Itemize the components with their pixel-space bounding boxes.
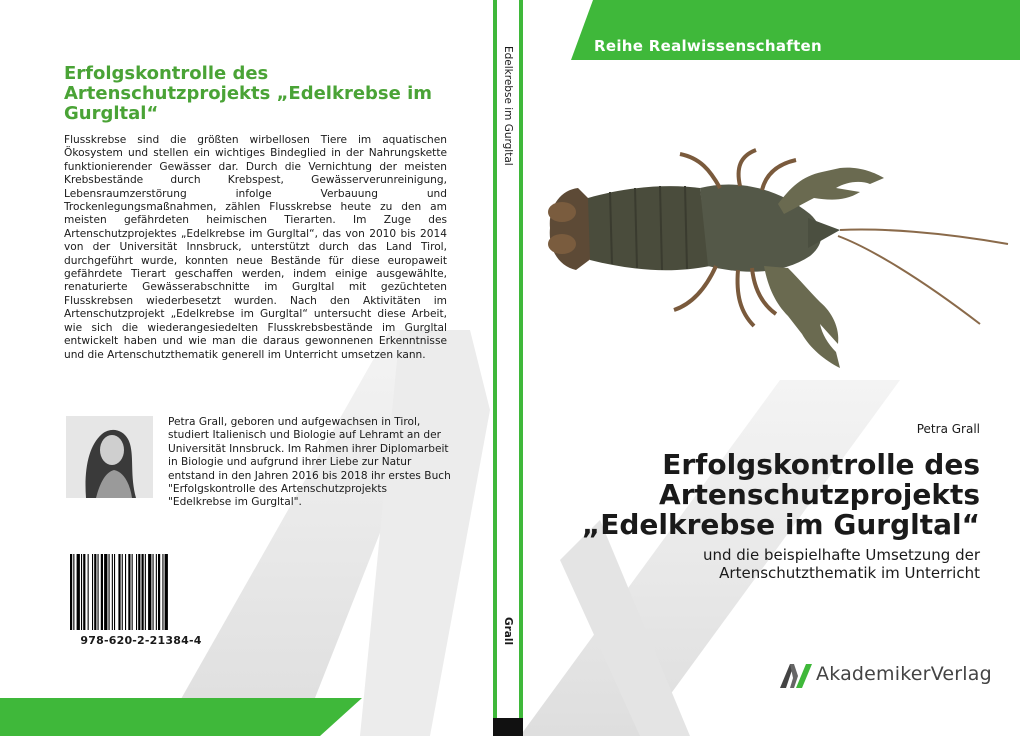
barcode-bar xyxy=(98,554,99,630)
barcode-bar xyxy=(83,554,85,630)
author-photo xyxy=(66,416,153,498)
barcode-bar xyxy=(88,554,89,630)
barcode-bar xyxy=(114,554,115,630)
barcode-bar xyxy=(162,554,163,630)
back-cover-title: Erfolgskontrolle des Artenschutzprojekts „Edelkrebse im Gurgltal“ xyxy=(64,63,433,124)
barcode-bar xyxy=(132,554,133,630)
barcode-bar xyxy=(77,554,80,630)
barcode-bar xyxy=(128,554,130,630)
av-logo-icon xyxy=(780,660,812,688)
barcode-bar xyxy=(73,554,74,630)
barcode-bar xyxy=(156,554,157,630)
barcode-bar xyxy=(122,554,123,630)
title-line-3: „Edelkrebse im Gurgltal“ xyxy=(581,508,980,541)
barcode-bar xyxy=(70,554,72,630)
publisher-logo xyxy=(780,658,992,690)
spine xyxy=(493,0,523,736)
spine-author: Grall xyxy=(502,617,514,646)
barcode-bar xyxy=(136,554,137,630)
barcode-bar xyxy=(125,554,126,630)
barcode-bar xyxy=(109,554,110,630)
title-line-1: Erfolgskontrolle des xyxy=(662,448,980,481)
back-green-bar xyxy=(0,698,362,736)
subtitle-line-2: Artenschutzthematik im Unterricht xyxy=(719,564,980,582)
barcode-bar xyxy=(145,554,146,630)
spine-edge xyxy=(493,718,523,736)
barcode-bar xyxy=(94,554,96,630)
crayfish-photo xyxy=(540,148,1010,378)
barcode xyxy=(66,552,216,632)
barcode-bar xyxy=(142,554,144,630)
front-cover-author: Petra Grall xyxy=(916,422,980,436)
subtitle-line-1: und die beispielhafte Umsetzung der xyxy=(702,546,980,564)
barcode-bar xyxy=(138,554,140,630)
author-bio: Petra Grall, geboren und aufgewachsen in Tirol, studiert Italienisch und Biologie auf Lehramt an der Universität Innsbruck. Im Rahmen ihrer Diplomarbeit in Biologie und aufgrund ihrer Liebe zur Natur entstand in den Jahren 2016 bis 2018 ihr erstes Buch "Erfolgskontrolle des Artenschutzprojekts "Edelkrebse im Gurgltal". xyxy=(168,416,451,509)
barcode-bar xyxy=(158,554,160,630)
barcode-bar xyxy=(118,554,120,630)
back-cover-blurb: Flusskrebse sind die größten wirbellosen Tiere im aquatischen Ökosystem und stellen ein wichtiges Bindeglied in der Nahrungskette funktionierender Gewässer dar. Durch die Vernichtung der meisten Krebsbestände durch Krebspest, Gewässerverunreinigung, Lebensraumzerstörung infolge Verbauung und Trockenlegungsmaßnahmen, zählen Flusskrebse heute zu den am meisten gefährdeten heimischen Tierarten. Im Zuge des Artenschutzprojektes „Edelkrebse im Gurgltal“, das von 2010 bis 2014 von der Universität Innsbruck, unterstützt durch das Land Tirol, durchgeführt wurde, konnten neue Bestände für diese europaweit gefährdete Tierart geschaffen werden, indem einige ausgewählte, renaturierte Gewässerabschnitte im Gurgltal mit gezüchteten Flusskrebsen wiederbesetzt wurden. Nach den Aktivitäten im Artenschutzprojekt „Edelkrebse im Gurgltal“ untersucht diese Arbeit, wie sich die wiederangesiedelten Flusskrebsbestände im Gurgltal entwickelt haben und wie man die daraus gewonnenen Erkenntnisse und die Artenschutzthematik generell im Unterricht umsetzen kann. xyxy=(64,134,447,361)
barcode-bar xyxy=(104,554,107,630)
barcode-bar xyxy=(112,554,113,630)
spine-title: Edelkrebse im Gurgltal xyxy=(502,46,514,166)
series-label: Reihe Realwissenschaften xyxy=(594,37,823,55)
title-line-2: Artenschutzprojekts xyxy=(659,478,980,511)
front-cover-title xyxy=(560,450,980,540)
barcode-bar xyxy=(153,554,154,630)
barcode-bar xyxy=(81,554,82,630)
front-cover-subtitle xyxy=(560,546,980,582)
barcode-bar xyxy=(165,554,168,630)
publisher-name: AkademikerVerlag xyxy=(816,663,992,685)
barcode-bar xyxy=(92,554,93,630)
barcode-bar xyxy=(101,554,103,630)
isbn-number: 978-620-2-21384-4 xyxy=(80,634,202,647)
barcode-bar xyxy=(148,554,151,630)
